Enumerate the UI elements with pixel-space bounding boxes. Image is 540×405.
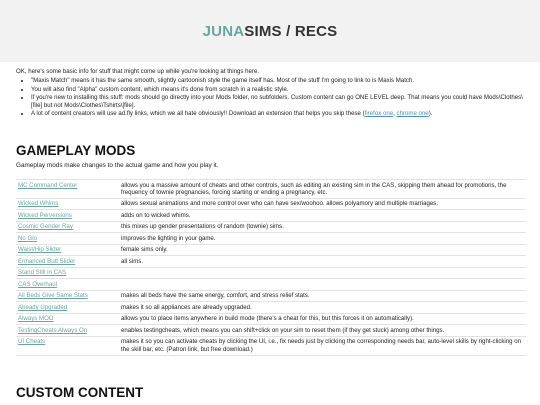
table-row — [16, 198, 526, 210]
gameplay-mods-subtitle: Gameplay mods make changes to the actual game and how you play it. — [16, 162, 219, 169]
gameplay-mods-table — [16, 179, 526, 356]
table-row — [16, 290, 526, 302]
mod-description: this mixes up gender presentations of random (townie) sims. — [119, 221, 526, 233]
bullet-end: ). — [428, 110, 433, 118]
mod-description: improves the lighting in your game. — [119, 233, 526, 245]
site-title[interactable] — [203, 23, 338, 40]
table-row — [16, 336, 526, 355]
intro-lead: OK, here's some basic info for stuff that might come up while you're looking at things here. — [16, 68, 260, 75]
table-row — [16, 180, 526, 199]
chrome-extension-link[interactable]: chrome one — [396, 110, 429, 118]
mod-link[interactable]: Waist/Hip Slider — [16, 244, 119, 256]
table-row — [16, 313, 526, 325]
mod-link[interactable]: CAS Overhaul — [16, 279, 119, 291]
table-row — [16, 210, 526, 222]
table-row — [16, 221, 526, 233]
table-row — [16, 279, 526, 291]
mod-link[interactable]: Already Upgraded — [16, 302, 119, 314]
mod-link[interactable]: TestingCheats Always On — [16, 325, 119, 337]
mod-link[interactable]: Always MOO — [16, 313, 119, 325]
mod-link[interactable]: Stand Still in CAS — [16, 267, 119, 279]
mod-description — [119, 267, 526, 279]
table-row — [16, 244, 526, 256]
mod-link[interactable]: Wicked Whims — [16, 198, 119, 210]
intro-bullet: • If you're new to installing this stuff: mods should go directly into your Mods folder, no subfolders. Custom content can go ONE LEVEL deep. That means you could have Mods\Clothes\[file] but not Mods\Clothes\Tshirts\[file]. — [31, 94, 526, 111]
link-separator: , — [393, 110, 397, 118]
table-row — [16, 325, 526, 337]
intro-section — [16, 68, 526, 119]
header-banner — [0, 0, 540, 62]
mod-description: allows you a massive amount of cheats and other controls, such as editing an existing sim in the CAS, skipping them ahead for promotions, the frequency of townie pregnancies, forcing starting or ending a pregnancy, etc. — [119, 180, 526, 199]
gameplay-mods-heading: GAMEPLAY MODS — [16, 143, 136, 158]
mod-description: female sims only. — [119, 244, 526, 256]
mod-link[interactable]: MC Command Center — [16, 180, 119, 199]
mod-link[interactable]: All Beds Give Same Stats — [16, 290, 119, 302]
intro-bullet-extensions — [31, 110, 526, 118]
mod-description: all sims. — [119, 256, 526, 268]
intro-bullet: • You will also find "Alpha" custom content, which means it's done from scratch in a realistic style. — [31, 86, 526, 94]
mod-description — [119, 279, 526, 291]
intro-bullet: • "Maxis Match" means it has the same smooth, slightly cartoonish style the game itself has. Most of the stuff I'm going to link to is Maxis Match. — [31, 77, 526, 85]
mod-link[interactable]: No Glo — [16, 233, 119, 245]
mod-description: enables testingcheats, which means you can shift+click on your sim to reset them (if they get stuck) among other things. — [119, 325, 526, 337]
custom-content-heading: CUSTOM CONTENT — [16, 385, 144, 400]
mod-link[interactable]: Wicked Perversions — [16, 210, 119, 222]
table-row — [16, 302, 526, 314]
mod-description: adds on to wicked whims. — [119, 210, 526, 222]
mod-link[interactable]: Enhanced Butt Slider — [16, 256, 119, 268]
mod-description: allows sexual animations and more control over who can have sex/woohoo. allows polyamory and multiple marriages. — [119, 198, 526, 210]
table-row — [16, 267, 526, 279]
site-title-rest[interactable]: SIMS / RECS — [244, 22, 338, 40]
table-row — [16, 256, 526, 268]
intro-bullet-text: A lot of content creators will use ad.fly links, which we all hate obviously!! Download an extension that helps you skip these ( — [31, 110, 365, 118]
mod-description: allows you to place items anywhere in build mode (there's a cheat for this, but this forces it on automatically). — [119, 313, 526, 325]
intro-list — [16, 77, 526, 118]
site-title-accent[interactable]: JUNA — [202, 22, 245, 40]
mod-description: makes it so you can activate cheats by clicking the UI, i.e., fix needs just by clicking the corresponding needs bar, auto-level skills by right-clicking on the skill bar, etc. (Patron link, but free download.) — [119, 336, 526, 355]
table-row — [16, 233, 526, 245]
mod-description: makes all beds have the same energy, comfort, and stress relief stats. — [119, 290, 526, 302]
mod-link[interactable]: Cosmic Gender Ray — [16, 221, 119, 233]
mod-link[interactable]: UI Cheats — [16, 336, 119, 355]
mod-description: makes it so all appliances are already upgraded. — [119, 302, 526, 314]
firefox-extension-link[interactable]: firefox one — [364, 110, 394, 118]
